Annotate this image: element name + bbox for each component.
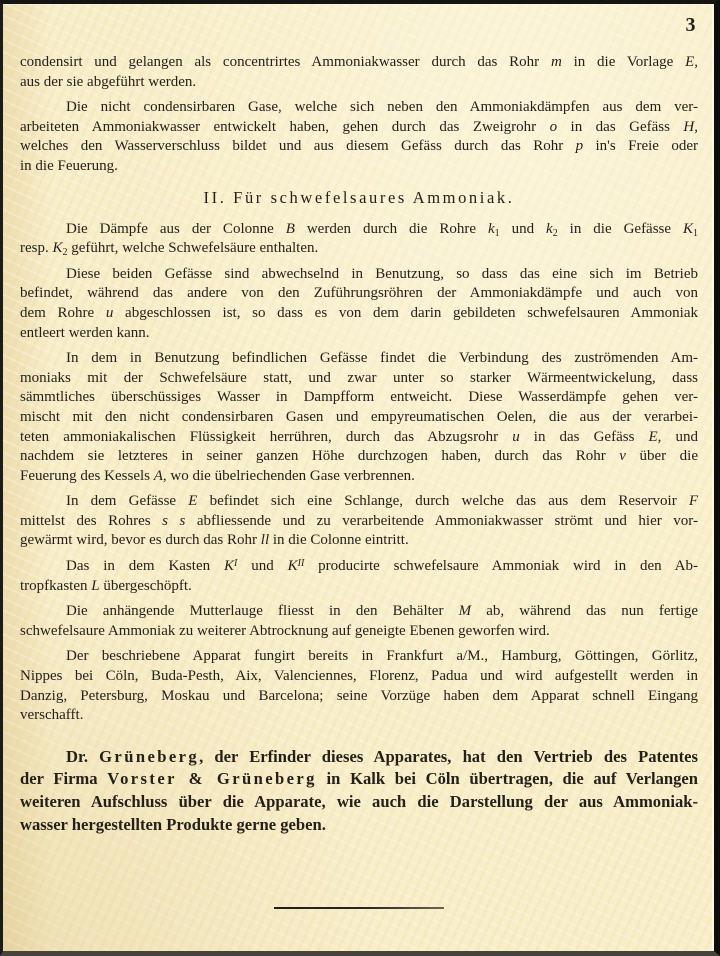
text-line: wasser hergestellten Produkte gerne geben. <box>20 814 326 834</box>
text-line: In dem in Benutzung befindlichen Gefässe findet die Verbindung des zuströmenden Am- <box>66 350 698 367</box>
page-number: 3 <box>685 14 696 36</box>
text-line: verschafft. <box>20 707 84 724</box>
text-line: Das in dem Kasten $K^I$ und $K^{II}$ producirte schwefelsaure Ammoniak wird in den Ab- <box>66 558 698 575</box>
text-line: befindet, während das andere von den Zuführungsröhren der Ammoniakdämpfe und auch von <box>20 285 698 302</box>
paragraph-6 <box>20 492 698 551</box>
text-line: moniaks mit der Schwefelsäure statt, und zwar unter so starker Wärmeentwickelung, dass <box>20 369 698 386</box>
paragraph-9 <box>20 647 698 725</box>
text-line: welches den Wasserverschluss bildet und aus diesem Gefäss durch das Rohr p in's Freie oder <box>20 138 698 155</box>
text-line: Feuerung des Kessels A, wo die übelriechenden Gase verbrennen. <box>20 467 415 484</box>
text-line: gewärmt wird, bevor es durch das Rohr ll in die Colonne eintritt. <box>20 532 409 549</box>
text-line: mischt mit den nicht condensirbaren Gasen und empyreumatischen Oelen, die aus der verarbei- <box>20 408 698 425</box>
text-line: arbeiteten Ammoniakwasser entwickelt haben, gehen durch das Zweigrohr o in das Gefäss H, <box>20 118 698 135</box>
text-line: condensirt und gelangen als concentrirtes Ammoniakwasser durch das Rohr m in die Vorlage E, <box>20 54 698 70</box>
paragraph-1 <box>20 53 698 92</box>
text-line: Die Dämpfe aus der Colonne B werden durch die Rohre $k_1$ und $k_2$ in die Gefässe $K_1$ <box>66 220 698 239</box>
text-line: entleert werden kann. <box>20 324 150 341</box>
text-line: Nippes bei Cöln, Buda-Pesth, Aix, Valenciennes, Florenz, Padua und wird aufgestellt werden in <box>20 668 698 685</box>
text-line: dem Rohre u abgeschlossen ist, so dass es von dem darin gebildeten schwefelsauren Ammoniak <box>20 304 698 321</box>
text-line: weiteren Aufschluss über die Apparate, wie auch die Darstellung der aus Ammoniak- <box>20 792 698 811</box>
paragraph-7 <box>20 557 698 596</box>
text-line: Der beschriebene Apparat fungirt bereits in Frankfurt a/M., Hamburg, Göttingen, Görlitz, <box>66 648 698 665</box>
text-line: nachdem sie letzteres in seiner ganzen Höhe durchzogen haben, durch das Rohr v über die <box>20 448 698 465</box>
closing-bold-paragraph <box>20 746 698 836</box>
text-line: Diese beiden Gefässe sind abwechselnd in Benutzung, so dass das eine sich im Betrieb <box>66 265 698 282</box>
text-line: tropfkasten L übergeschöpft. <box>20 577 192 594</box>
paragraph-8 <box>20 602 698 641</box>
end-rule <box>274 907 444 909</box>
text-line: In dem Gefässe E befindet sich eine Schlange, durch welche das aus dem Reservoir F <box>66 493 698 510</box>
text-line: Die anhängende Mutterlauge fliesst in den Behälter M ab, während das nun fertige <box>66 603 698 620</box>
page-content <box>3 4 714 836</box>
text-line: mittelst des Rohres s s abfliessende und zu verarbeitende Ammoniakwasser strömt und hier vor- <box>20 512 698 529</box>
text-line: Dr. Grüneberg, der Erfinder dieses Apparates, hat den Vertrieb des Patentes <box>66 746 698 766</box>
paragraph-5 <box>20 349 698 486</box>
heading-section-2: II. Für schwefelsaures Ammoniak. <box>203 187 515 207</box>
text-line: Die nicht condensirbaren Gase, welche sich neben den Ammoniakdämpfen aus dem ver- <box>66 99 698 116</box>
text-line: sämmtliches überschüssiges Wasser in Dampfform entweicht. Diese Wasserdämpfe gehen ver- <box>20 389 698 406</box>
paragraph-4 <box>20 265 698 343</box>
text-line: schwefelsaure Ammoniak zu weiterer Abtrocknung auf geneigte Ebenen geworfen wird. <box>20 622 550 639</box>
text-line: teten ammoniakalischen Flüssigkeit herrühren, durch das Abzugsrohr u in das Gefäss E, und <box>20 428 698 445</box>
text-line: in die Feuerung. <box>20 157 118 174</box>
text-line: resp. $K_2$ geführt, welche Schwefelsäure enthalten. <box>20 240 319 259</box>
text-line: Danzig, Petersburg, Moskau und Barcelona; seine Vorzüge haben dem Apparat schnell Eingang <box>20 687 698 704</box>
text-line: aus der sie abgeführt werden. <box>20 73 197 90</box>
text-line: der Firma Vorster & Grüneberg in Kalk bei Cöln übertragen, die auf Verlangen <box>20 769 698 789</box>
paragraph-3 <box>20 220 698 259</box>
paragraph-2 <box>20 98 698 176</box>
